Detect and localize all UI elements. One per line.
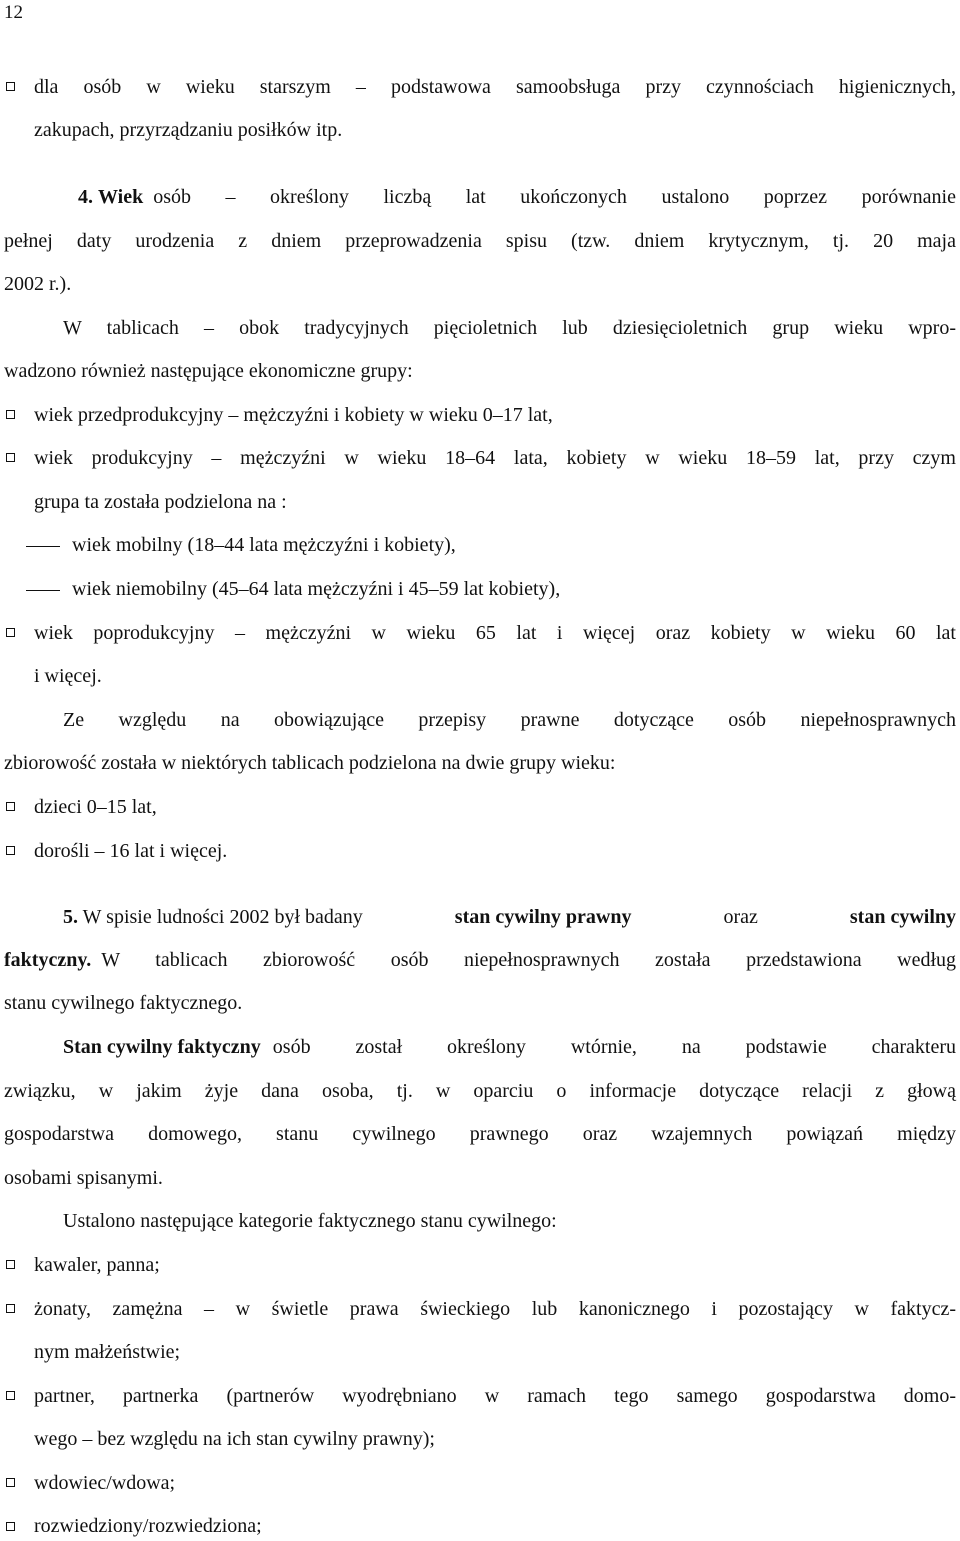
section-text: W tablicach zbiorowość osób niepełnosprawnych została przedstawiona według: [101, 949, 956, 971]
paragraph-line: [63, 1035, 956, 1059]
paragraph-line: osobami spisanymi.: [4, 1167, 163, 1189]
paragraph-line: stanu cywilnego faktycznego.: [4, 992, 243, 1014]
sub-item-text: wiek mobilny (18–44 lata mężczyźni i kobiety),: [72, 534, 456, 556]
section-term: faktyczny.: [4, 949, 92, 971]
list-item-text: rozwiedziony/rozwiedziona;: [34, 1515, 262, 1537]
list-item-text: grupa ta została podzielona na :: [34, 491, 287, 513]
paragraph-line: wadzono również następujące ekonomiczne grupy:: [4, 360, 413, 382]
list-item-text: dla osób w wieku starszym – podstawowa samoobsługa przy czynnościach higienicznych,: [34, 76, 956, 98]
dash-bullet-icon: [26, 590, 60, 591]
bullet-square-icon: [6, 1391, 15, 1400]
paragraph-text: osób został określony wtórnie, na podstawie charakteru: [272, 1036, 956, 1058]
bullet-square-icon: [6, 628, 15, 637]
paragraph-line: pełnej daty urodzenia z dniem przeprowadzenia spisu (tzw. dniem krytycznym, tj. 20 maja: [4, 230, 956, 252]
bullet-square-icon: [6, 1478, 15, 1487]
section-4-line: [78, 185, 956, 209]
list-item-text: zakupach, przyrządzaniu posiłków itp.: [34, 119, 343, 141]
section-text: osób – określony liczbą lat ukończonych ustalono poprzez porównanie: [153, 186, 956, 208]
section-number: 5.: [63, 906, 78, 928]
bullet-square-icon: [6, 1522, 15, 1531]
bullet-square-icon: [6, 802, 15, 811]
paragraph-line: 2002 r.).: [4, 273, 72, 295]
sub-item-text: wiek niemobilny (45–64 lata mężczyźni i 45–59 lat kobiety),: [72, 578, 561, 600]
list-item-text: wdowiec/wdowa;: [34, 1472, 176, 1494]
section-term: stan cywilny prawny: [454, 906, 632, 928]
list-item-text: i więcej.: [34, 665, 102, 687]
list-item-text: partner, partnerka (partnerów wyodrębniano w ramach tego samego gospodarstwa domo-: [34, 1385, 956, 1407]
bullet-square-icon: [6, 1260, 15, 1269]
bullet-square-icon: [6, 82, 15, 91]
paragraph-line: gospodarstwa domowego, stanu cywilnego prawnego oraz wzajemnych powiązań między: [4, 1123, 956, 1145]
paragraph-line: W tablicach – obok tradycyjnych pięcioletnich lub dziesięcioletnich grup wieku wpro-: [63, 317, 956, 339]
dash-bullet-icon: [26, 546, 60, 547]
list-item-text: nym małżeństwie;: [34, 1341, 181, 1363]
list-item-text: wiek poprodukcyjny – mężczyźni w wieku 65 lat i więcej oraz kobiety w wieku 60 lat: [34, 622, 956, 644]
list-item-text: wiek przedprodukcyjny – mężczyźni i kobiety w wieku 0–17 lat,: [34, 404, 553, 426]
page-number: 12: [4, 2, 23, 23]
list-item-text: wiek produkcyjny – mężczyźni w wieku 18–64 lata, kobiety w wieku 18–59 lat, przy czym: [34, 447, 956, 469]
list-item-text: dorośli – 16 lat i więcej.: [34, 840, 228, 862]
bullet-square-icon: [6, 410, 15, 419]
section-5-line: [63, 905, 956, 929]
paragraph-line: związku, w jakim żyje dana osoba, tj. w oparciu o informacje dotyczące relacji z głową: [4, 1080, 956, 1102]
section-text: W spisie ludności 2002 był badany: [82, 906, 363, 928]
bullet-square-icon: [6, 846, 15, 855]
term: Stan cywilny faktyczny: [63, 1036, 261, 1058]
section-text: oraz: [723, 906, 758, 928]
paragraph-line: Ustalono następujące kategorie faktycznego stanu cywilnego:: [63, 1210, 557, 1232]
list-item-text: kawaler, panna;: [34, 1254, 160, 1276]
list-item-text: żonaty, zamężna – w świetle prawa świeckiego lub kanonicznego i pozostający w faktycz-: [34, 1298, 956, 1320]
section-term: Wiek: [98, 186, 144, 208]
bullet-square-icon: [6, 1304, 15, 1313]
section-number: 4.: [78, 186, 93, 208]
list-item-text: dzieci 0–15 lat,: [34, 796, 157, 818]
paragraph-line: Ze względu na obowiązujące przepisy prawne dotyczące osób niepełnosprawnych: [63, 709, 956, 731]
section-term: stan cywilny: [849, 906, 956, 928]
paragraph-line: [4, 948, 956, 972]
paragraph-line: zbiorowość została w niektórych tablicach podzielona na dwie grupy wieku:: [4, 752, 616, 774]
bullet-square-icon: [6, 453, 15, 462]
list-item-text: wego – bez względu na ich stan cywilny prawny);: [34, 1428, 435, 1450]
